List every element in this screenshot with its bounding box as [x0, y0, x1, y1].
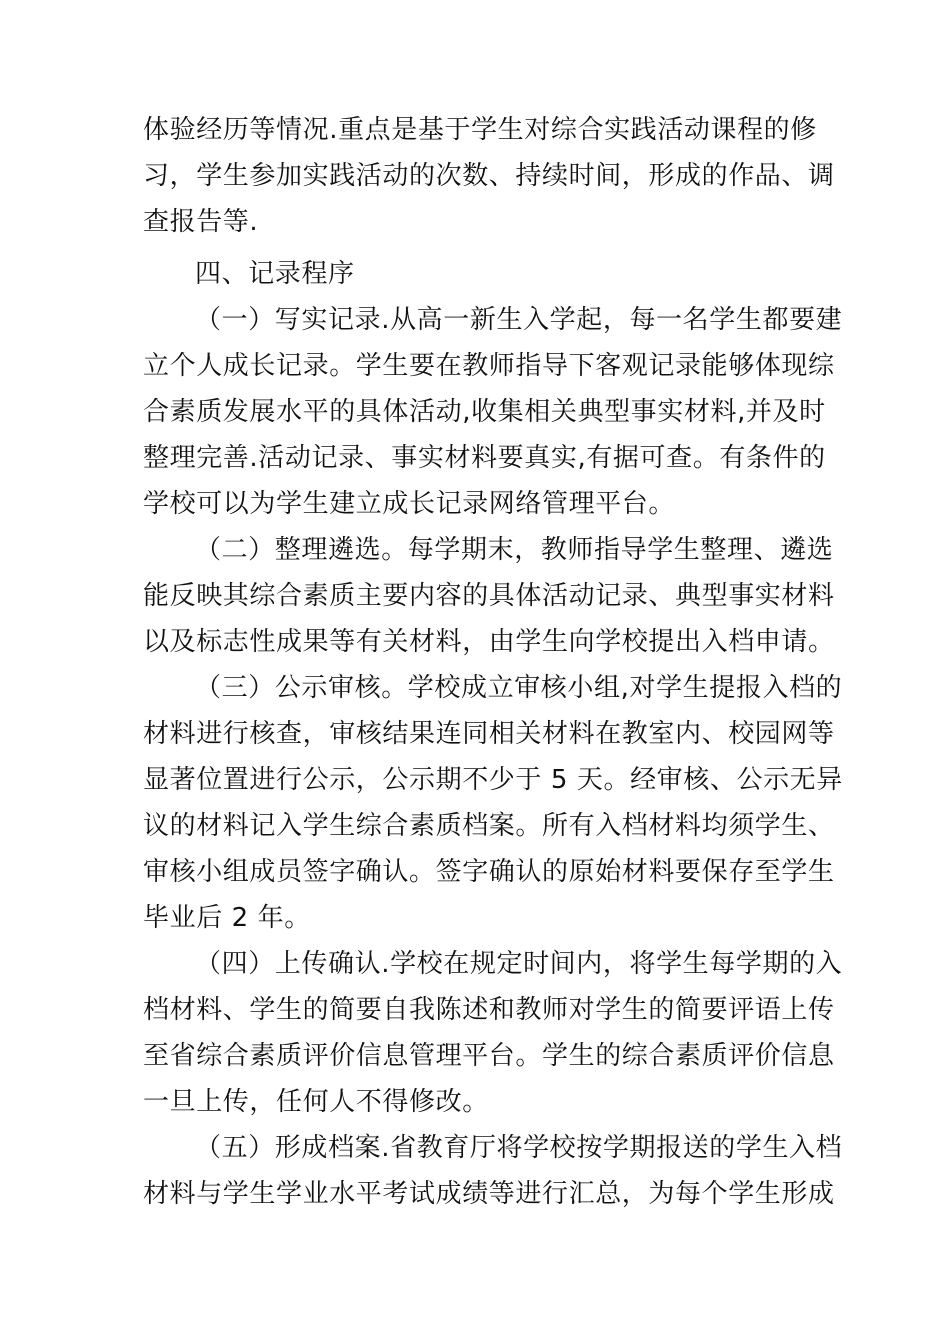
body-text-line: （五）形成档案.省教育厅将学校按学期报送的学生入档	[195, 1133, 843, 1163]
body-text-line: 立个人成长记录。学生要在教师指导下客观记录能够体现综	[143, 351, 835, 381]
body-text-line: 显著位置进行公示，公示期不少于 5 天。经审核、公示无异	[143, 765, 843, 795]
body-text-line: （四）上传确认.学校在规定时间内，将学生每学期的入	[195, 949, 843, 979]
body-text-line: 毕业后 2 年。	[143, 903, 311, 933]
body-text-line: （一）写实记录.从高一新生入学起，每一名学生都要建	[195, 305, 843, 335]
body-text-line: 档材料、学生的简要自我陈述和教师对学生的简要评语上传	[143, 995, 835, 1025]
body-text-line: 习，学生参加实践活动的次数、持续时间，形成的作品、调	[143, 161, 835, 191]
body-text-line: 学校可以为学生建立成长记录网络管理平台。	[143, 489, 676, 519]
body-text-line: 一旦上传，任何人不得修改。	[143, 1087, 489, 1117]
body-text-line: 查报告等.	[143, 207, 259, 237]
body-text-line: 能反映其综合素质主要内容的具体活动记录、典型事实材料	[143, 581, 835, 611]
body-text-line: 材料与学生学业水平考试成绩等进行汇总，为每个学生形成	[143, 1179, 835, 1209]
body-text-line: （二）整理遴选。每学期末，教师指导学生整理、遴选	[195, 535, 834, 565]
body-text-line: 以及标志性成果等有关材料，由学生向学校提出入档申请。	[143, 627, 835, 657]
body-text-line: 至省综合素质评价信息管理平台。学生的综合素质评价信息	[143, 1041, 835, 1071]
body-text-line: 合素质发展水平的具体活动,收集相关典型事实材料,并及时	[143, 397, 826, 427]
body-text-line: 议的材料记入学生综合素质档案。所有入档材料均须学生、	[143, 811, 835, 841]
body-text-line: （三）公示审核。学校成立审核小组,对学生提报入档的	[195, 673, 843, 703]
body-text-line: 审核小组成员签字确认。签字确认的原始材料要保存至学生	[143, 857, 835, 887]
body-text-line: 体验经历等情况.重点是基于学生对综合实践活动课程的修	[143, 115, 817, 145]
body-text-line: 材料进行核查，审核结果连同相关材料在教室内、校园网等	[143, 719, 835, 749]
section-heading: 四、记录程序	[195, 259, 355, 289]
body-text-line: 整理完善.活动记录、事实材料要真实,有据可查。有条件的	[143, 443, 826, 473]
